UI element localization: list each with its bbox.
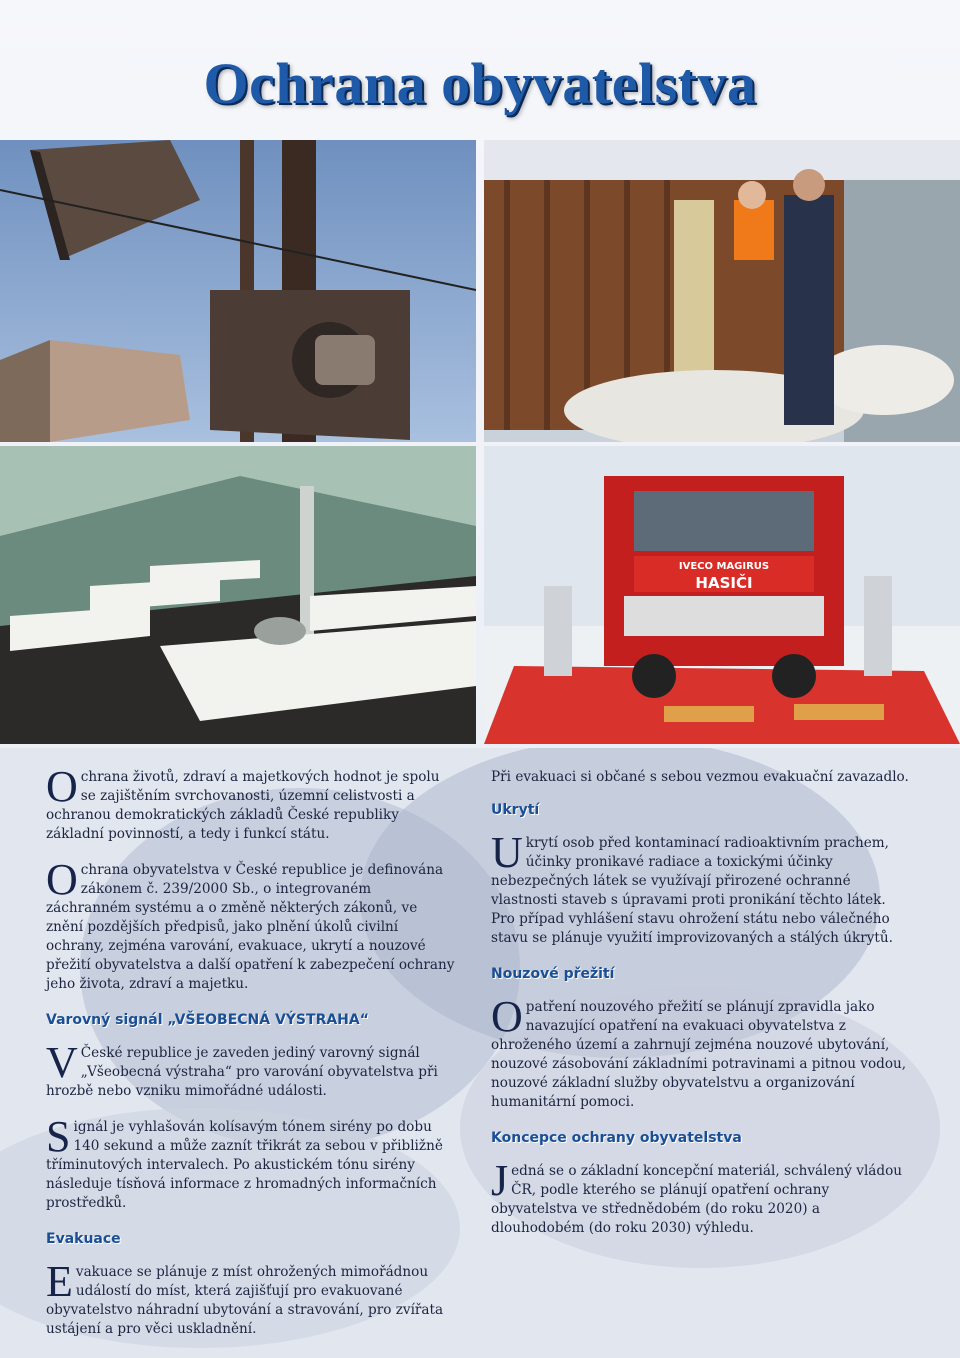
heading-warning-signal: Varovný signál „VŠEOBECNÁ VÝSTRAHA“ bbox=[46, 1012, 369, 1028]
concept-paragraph: Jedná se o základní koncepční materiál, schválený vládou ČR, podle kterého se plánují opatření ochrany obyvatelstva ve střednědobém (do roku 2020) a dlouhodobém (do roku 2030) výhledu. bbox=[491, 1156, 903, 1236]
warning-signal-paragraph: VČeské republice je zaveden jediný varovný signál „Všeobecná výstraha“ pro varování obyvatelstva při hrozbě nebo vzniku mimořádné události. bbox=[46, 1038, 438, 1099]
photo-sirens bbox=[0, 140, 476, 442]
truck-brand: IVECO MAGIRUS bbox=[678, 561, 770, 572]
intro-paragraph: Ochrana životů, zdraví a majetkových hodnot je spolu se zajištěním svrchovanosti, územní celistvosti a ochranou demokratických základů České republiky základní povinností, a tedy i funkcí státu. bbox=[46, 762, 440, 842]
left-column bbox=[46, 762, 456, 1356]
emergency-survival-paragraph: Opatření nouzového přežití se plánují zpravidla jako navazující opatření na evakuaci obyvatelstva z ohroženého území a zahrnují zejména nouzové ubytování, nouzové zásobování základními potravinami a pitnou vodou, nouzové základní služby obyvatelstvu a organizování humanitární pomoci. bbox=[491, 992, 907, 1110]
heading-sheltering: Ukrytí bbox=[491, 802, 540, 818]
evacuation-luggage-paragraph: Při evakuaci si občané s sebou vezmou evakuační zavazadlo. bbox=[491, 769, 909, 785]
photo-fire-truck bbox=[484, 446, 960, 744]
truck-label: HASIČI bbox=[695, 574, 753, 592]
definition-paragraph: Ochrana obyvatelstva v České republice je definována zákonem č. 239/2000 Sb., o integrovaném záchranném systému a o změně některých zákonů, ve znění pozdějších předpisů, jako plnění úkolů civilní ochrany, zejména varování, evakuace, ukrytí a nouzové přežití obyvatelstva a další opatření k zabezpečení ochrany jeho života, zdraví a majetku. bbox=[46, 855, 455, 992]
photo-flood-rescue bbox=[484, 140, 960, 442]
photo-emergency-tent bbox=[0, 446, 476, 744]
evacuation-paragraph: Evakuace se plánuje z míst ohrožených mimořádnou událostí do míst, která zajišťují pro evakuované obyvatelstvo náhradní ubytování a stravování, pro zvířata ustájení a pro věci uskladnění. bbox=[46, 1257, 444, 1337]
heading-concept: Koncepce ochrany obyvatelstva bbox=[491, 1130, 742, 1146]
sheltering-paragraph: Ukrytí osob před kontaminací radioaktivním prachem, účinky pronikavé radiace a toxickými účinky nebezpečných látek se využívají přirozené ochranné vlastnosti staveb s úpravami proti pronikání těchto látek. Pro případ vyhlášení stavu ohrožení státu nebo válečného stavu se plánuje využití improvizovaných a stálých úkrytů. bbox=[491, 828, 893, 946]
page-title: Ochrana obyvatelstva bbox=[203, 51, 757, 116]
siren-paragraph: Signál je vyhlašován kolísavým tónem sirény po dobu 140 sekund a může zaznít třikrát za sebou v přibližně tříminutových intervalech. Po akustickém tónu sirény následuje tísňová informace z hromadných informačních prostředků. bbox=[46, 1112, 443, 1211]
heading-evacuation: Evakuace bbox=[46, 1231, 121, 1247]
heading-emergency-survival: Nouzové přežití bbox=[491, 966, 615, 982]
right-column bbox=[491, 768, 911, 1255]
